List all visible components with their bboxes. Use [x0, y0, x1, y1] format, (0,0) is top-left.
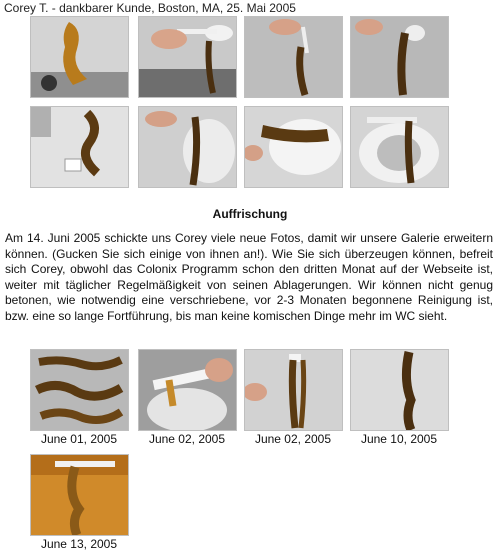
dated-photo-2-date: June 02, 2005 [148, 432, 226, 446]
gallery-photo-4 [350, 16, 449, 98]
dated-photo-4-date: June 10, 2005 [360, 432, 438, 446]
gallery-photo-2 [138, 16, 237, 98]
dated-photo-5-date: June 13, 2005 [40, 537, 118, 551]
gallery-photo-1 [30, 16, 129, 98]
gallery-photo-6 [138, 106, 237, 188]
dated-photo-2 [138, 349, 237, 431]
dated-photo-5 [30, 454, 129, 536]
section-title: Auffrischung [212, 207, 288, 221]
dated-photo-3 [244, 349, 343, 431]
gallery-photo-3 [244, 16, 343, 98]
body-paragraph: Am 14. Juni 2005 schickte uns Corey viele neue Fotos, damit wir unsere Galerie erweitern können. (Gucken Sie sich einige von ihnen an!). Wie Sie sich überzeugen können, befreit sich Corey, obwohl das Colonix Programm schon den dritten Monat auf der Webseite ist, weiter mit täglicher Regelmäßigkeit von seinen Ablagerungen. Wir können nicht genug betonen, wie notwendig eine verschriebene, vor 2-3 Monaten begonnene Reinigung ist, bzw. eine so lange Fortführung, bis man keine komischen Dinge mehr im WC sieht. [5, 231, 493, 323]
gallery-photo-8 [350, 106, 449, 188]
gallery-photo-5 [30, 106, 129, 188]
gallery-photo-7 [244, 106, 343, 188]
dated-photo-4 [350, 349, 449, 431]
dated-photo-3-date: June 02, 2005 [254, 432, 332, 446]
dated-photo-1-date: June 01, 2005 [40, 432, 118, 446]
header-caption: Corey T. - dankbarer Kunde, Boston, MA, 25. Mai 2005 [4, 1, 296, 15]
dated-photo-1 [30, 349, 129, 431]
